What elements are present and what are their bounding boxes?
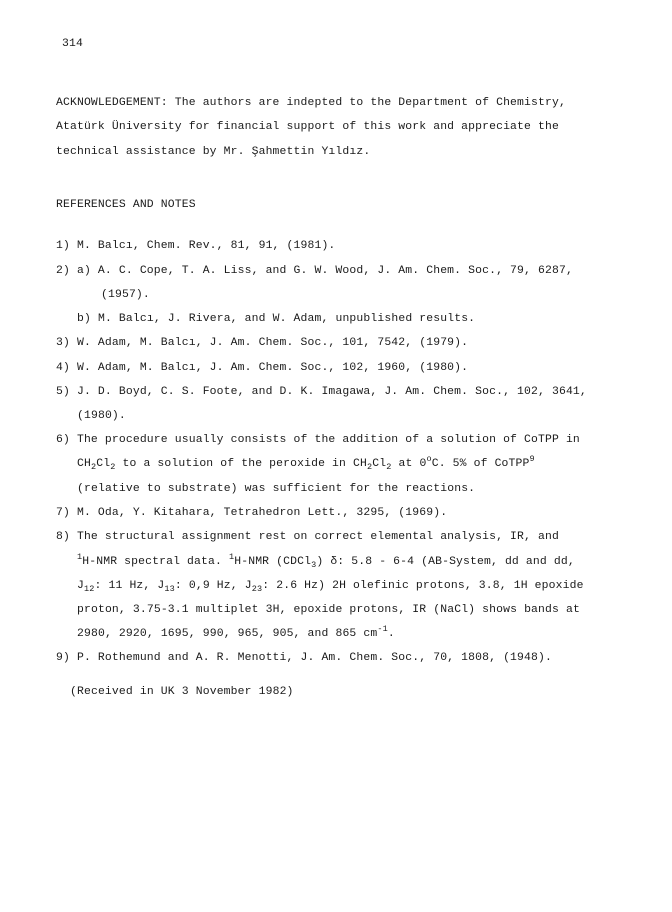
reference-9: 9) P. Rothemund and A. R. Menotti, J. Am. Chem. Soc., 70, 1808, (1948). (56, 652, 552, 664)
reference-4: 4) W. Adam, M. Balcı, J. Am. Chem. Soc., 102, 1960, (1980). (56, 362, 469, 374)
acknowledgement-line-3: technical assistance by Mr. Şahmettin Yıldız. (56, 146, 371, 158)
reference-6-line-3: (relative to substrate) was sufficient for the reactions. (77, 483, 476, 495)
reference-8-line-1: 8) The structural assignment rest on correct elemental analysis, IR, and (56, 531, 559, 543)
references-heading: REFERENCES AND NOTES (56, 199, 196, 211)
reference-2a: 2) a) A. C. Cope, T. A. Liss, and G. W. Wood, J. Am. Chem. Soc., 79, 6287, (56, 265, 573, 277)
reference-1: 1) M. Balcı, Chem. Rev., 81, 91, (1981). (56, 240, 336, 252)
reference-8-line-4: proton, 3.75-3.1 multiplet 3H, epoxide protons, IR (NaCl) shows bands at (77, 604, 580, 616)
reference-2b: b) M. Balcı, J. Rivera, and W. Adam, unpublished results. (77, 313, 476, 325)
reference-7: 7) M. Oda, Y. Kitahara, Tetrahedron Lett., 3295, (1969). (56, 507, 448, 519)
reference-8-line-5: 2980, 2920, 1695, 990, 965, 905, and 865 $cm^{-1}$. (77, 624, 395, 640)
reference-3: 3) W. Adam, M. Balcı, J. Am. Chem. Soc., 101, 7542, (1979). (56, 337, 469, 349)
reference-6-line-1: 6) The procedure usually consists of the addition of a solution of CoTPP in (56, 434, 580, 446)
reference-5: 5) J. D. Boyd, C. S. Foote, and D. K. Imagawa, J. Am. Chem. Soc., 102, 3641, (56, 386, 587, 398)
reference-8-line-2: $^1$H-NMR spectral data. $^1$H-NMR (CDCl$_3$) δ: 5.8 - 6-4 (AB-System, dd and dd, (77, 552, 575, 570)
reference-8-line-3: $J_{12}$: 11 Hz, $J_{13}$: 0,9 Hz, $J_{23}$: 2.6 Hz) 2H olefinic protons, 3.8, 1H epoxide (77, 580, 584, 594)
acknowledgement-line-2: Atatürk Üniversity for financial support of this work and appreciate the (56, 121, 559, 133)
received-date: (Received in UK 3 November 1982) (70, 686, 294, 698)
page-number: 314 (62, 38, 83, 50)
reference-2a-continuation: (1957). (101, 289, 150, 301)
acknowledgement-line-1: ACKNOWLEDGEMENT: The authors are indepted to the Department of Chemistry, (56, 97, 566, 109)
reference-5-continuation: (1980). (77, 410, 126, 422)
reference-6-line-2: $CH_2Cl_2$ to a solution of the peroxide in $CH_2Cl_2$ at 0$^o$C. 5% of CoTPP$^9$ (77, 454, 535, 472)
